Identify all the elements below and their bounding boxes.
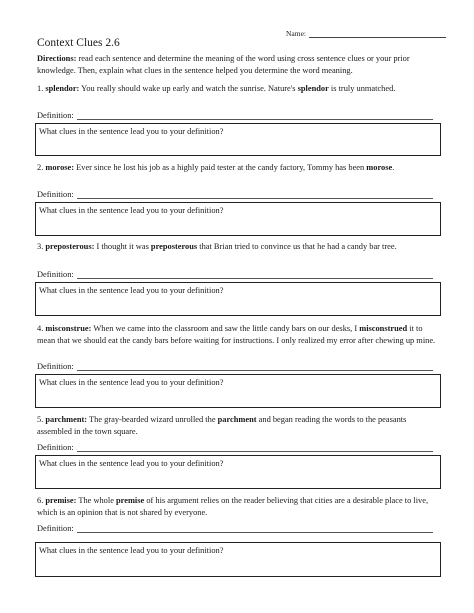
definition-blank-line[interactable] — [77, 362, 433, 371]
sentence-post: of his argument relies on the reader believing that cities are a desirable place to live, which is an opinion that is not shared by everyone. — [37, 496, 429, 517]
clues-prompt: What clues in the sentence lead you to your definition? — [39, 286, 224, 295]
question-number: 4. — [37, 324, 44, 333]
definition-row-2 — [37, 190, 433, 199]
definition-blank-line[interactable] — [77, 443, 433, 452]
definition-row-5 — [37, 443, 433, 452]
definition-blank-line[interactable] — [77, 270, 433, 279]
question-4 — [37, 323, 442, 346]
definition-row-6 — [37, 524, 433, 533]
sentence-post: that Brian tried to convince us that he had a candy bar tree. — [197, 242, 397, 251]
sentence-bold-word: misconstrued — [359, 324, 408, 333]
clues-answer-box-5[interactable] — [35, 455, 441, 489]
sentence-pre: Ever since he lost his job as a highly paid tester at the candy factory, Tommy has been — [74, 163, 367, 172]
name-field — [286, 29, 446, 38]
sentence-pre: The gray-bearded wizard unrolled the — [87, 415, 218, 424]
definition-row-4 — [37, 362, 433, 371]
clues-prompt: What clues in the sentence lead you to your definition? — [39, 206, 224, 215]
vocab-word: parchment: — [45, 415, 88, 424]
vocab-word: premise: — [45, 496, 77, 505]
question-number: 3. — [37, 242, 44, 251]
vocab-word: misconstrue: — [45, 324, 92, 333]
sentence-bold-word: parchment — [217, 415, 257, 424]
definition-row-3 — [37, 270, 433, 279]
sentence-pre: I thought it was — [94, 242, 151, 251]
sentence-bold-word: splendor — [297, 84, 329, 93]
definition-blank-line[interactable] — [77, 111, 433, 120]
sentence-bold-word: premise — [116, 496, 145, 505]
clues-answer-box-3[interactable] — [35, 282, 441, 316]
definition-label: Definition: — [37, 190, 74, 199]
sentence-post: it to mean that we should eat the candy bars before waiting for instructions. I only realized my error after chewing up mine. — [37, 324, 436, 345]
directions-text: read each sentence and determine the meaning of the word using cross sentence clues or your prior knowledge. Then, explain what clues in the sentence helped you determine the word meaning. — [37, 54, 410, 75]
clues-answer-box-6[interactable] — [35, 542, 441, 577]
vocab-word: morose: — [45, 163, 75, 172]
sentence-post: and began reading the words to the peasants assembled in the town square. — [37, 415, 407, 436]
definition-label: Definition: — [37, 443, 74, 452]
name-label: Name: — [286, 29, 306, 38]
question-1 — [37, 83, 442, 95]
clues-prompt: What clues in the sentence lead you to your definition? — [39, 127, 224, 136]
definition-blank-line[interactable] — [77, 524, 433, 533]
vocab-word: preposterous: — [45, 242, 95, 251]
question-5 — [37, 414, 442, 437]
sentence-post: is truly unmatched. — [328, 84, 396, 93]
sentence-pre: The whole — [76, 496, 117, 505]
definition-row-1 — [37, 111, 433, 120]
sentence-bold-word: morose — [366, 163, 393, 172]
question-number: 6. — [37, 496, 44, 505]
clues-prompt: What clues in the sentence lead you to your definition? — [39, 378, 224, 387]
clues-prompt: What clues in the sentence lead you to your definition? — [39, 459, 224, 468]
clues-answer-box-2[interactable] — [35, 202, 441, 236]
directions-label: Directions: — [37, 54, 77, 63]
sentence-post: . — [392, 163, 395, 172]
clues-answer-box-1[interactable] — [35, 123, 441, 156]
definition-blank-line[interactable] — [77, 190, 433, 199]
question-6 — [37, 495, 442, 518]
question-2 — [37, 162, 442, 174]
vocab-word: splendor: — [45, 84, 80, 93]
definition-label: Definition: — [37, 524, 74, 533]
worksheet-title: Context Clues 2.6 — [37, 37, 120, 49]
sentence-pre: When we came into the classroom and saw the little candy bars on our desks, I — [91, 324, 360, 333]
directions — [37, 53, 442, 76]
sentence-pre: You really should wake up early and watch the sunrise. Nature's — [79, 84, 298, 93]
name-blank-line[interactable] — [309, 30, 446, 38]
clues-answer-box-4[interactable] — [35, 374, 441, 408]
sentence-bold-word: preposterous — [150, 242, 198, 251]
clues-prompt: What clues in the sentence lead you to your definition? — [39, 546, 224, 555]
definition-label: Definition: — [37, 362, 74, 371]
question-number: 1. — [37, 84, 44, 93]
question-number: 5. — [37, 415, 44, 424]
question-3 — [37, 241, 442, 253]
definition-label: Definition: — [37, 111, 74, 120]
question-number: 2. — [37, 163, 44, 172]
definition-label: Definition: — [37, 270, 74, 279]
